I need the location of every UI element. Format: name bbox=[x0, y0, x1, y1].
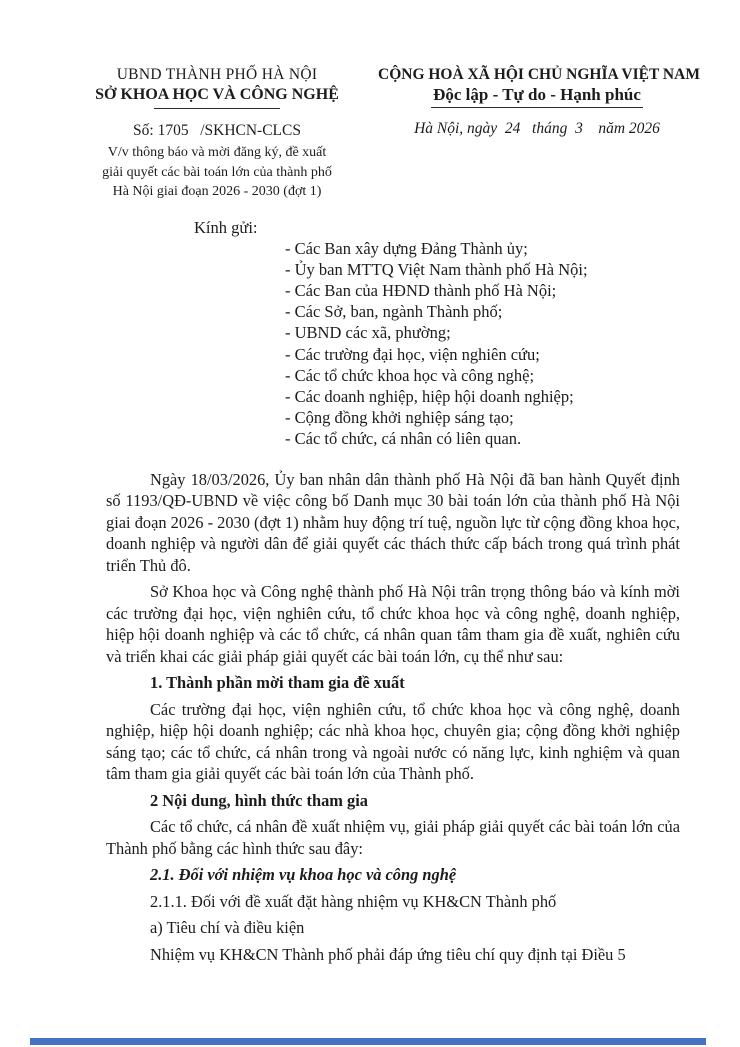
recipient-item: - Các Ban của HĐND thành phố Hà Nội; bbox=[285, 280, 557, 300]
doc-subject-line: Hà Nội giai đoạn 2026 - 2030 (đợt 1) bbox=[112, 184, 322, 199]
doc-number: Số: 1705 /SKHCN-CLCS bbox=[133, 122, 301, 139]
section-heading-1: 1. Thành phần mời tham gia đề xuất bbox=[150, 673, 405, 693]
recipient-item: - Các trường đại học, viện nghiên cứu; bbox=[285, 344, 540, 364]
country-title: CỘNG HOÀ XÃ HỘI CHỦ NGHĨA VIỆT NAM bbox=[378, 66, 700, 83]
item-a-line: a) Tiêu chí và điều kiện bbox=[150, 918, 305, 938]
recipient-item: - Các Sở, ban, ngành Thành phố; bbox=[285, 302, 503, 322]
section-heading-2: 2 Nội dung, hình thức tham gia bbox=[150, 790, 368, 810]
recipient-item: - Các doanh nghiệp, hiệp hội doanh nghiệp; bbox=[285, 386, 574, 406]
national-motto: Độc lập - Tự do - Hạnh phúc bbox=[431, 85, 643, 108]
place-and-date: Hà Nội, ngày 24 tháng 3 năm 2026 bbox=[414, 120, 660, 137]
paragraph: Sở Khoa học và Công nghệ thành phố Hà Nội trân trọng thông báo và kính mời các trường đại học, viện nghiên cứu, tổ chức khoa học và công nghệ, doanh nghiệp, hiệp hội doanh nghiệp và các tổ chức, cá nhân quan tâm tham gia đề xuất, nghiên cứu và triển khai các giải pháp giải quyết các bài toán lớn, cụ thể như sau: bbox=[106, 582, 680, 666]
recipient-item: - Các tổ chức, cá nhân có liên quan. bbox=[285, 429, 522, 449]
doc-subject bbox=[56, 143, 378, 202]
doc-subject-line: V/v thông báo và mời đăng ký, đề xuất bbox=[107, 145, 327, 160]
recipient-list bbox=[285, 238, 740, 450]
recipient-item: - Các tổ chức khoa học và công nghệ; bbox=[285, 365, 535, 385]
paragraph: Nhiệm vụ KH&CN Thành phố phải đáp ứng tiêu chí quy định tại Điều 5 bbox=[150, 944, 626, 964]
org-name: SỞ KHOA HỌC VÀ CÔNG NGHỆ bbox=[95, 86, 339, 103]
recipient-item: - Ủy ban MTTQ Việt Nam thành phố Hà Nội; bbox=[285, 259, 588, 279]
subsection-line-2-1-1: 2.1.1. Đối với đề xuất đặt hàng nhiệm vụ KH&CN Thành phố bbox=[150, 891, 557, 911]
paragraph: Các tổ chức, cá nhân đề xuất nhiệm vụ, giải pháp giải quyết các bài toán lớn của Thành phố bằng các hình thức sau đây: bbox=[106, 817, 680, 858]
org-parent-name: UBND THÀNH PHỐ HÀ NỘI bbox=[116, 66, 318, 83]
salutation-block bbox=[194, 218, 740, 450]
issuing-org-block bbox=[56, 66, 378, 202]
document-header bbox=[0, 0, 740, 202]
recipient-item: - UBND các xã, phường; bbox=[285, 323, 451, 343]
recipient-item: - Cộng đồng khởi nghiệp sáng tạo; bbox=[285, 408, 514, 428]
bottom-blue-bar bbox=[30, 1038, 706, 1045]
salutation-label: Kính gửi: bbox=[194, 217, 258, 237]
subsection-heading-2-1: 2.1. Đối với nhiệm vụ khoa học và công nghệ bbox=[150, 865, 457, 885]
paragraph: Ngày 18/03/2026, Ủy ban nhân dân thành phố Hà Nội đã ban hành Quyết định số 1193/QĐ-UBND về việc công bố Danh mục 30 bài toán lớn của thành phố Hà Nội giai đoạn 2026 - 2030 (đợt 1) nhằm huy động trí tuệ, nguồn lực từ cộng đồng khoa học, doanh nghiệp và người dân để giải quyết các thách thức cấp bách trong quá trình phát triển Thủ đô. bbox=[106, 469, 680, 575]
org-underline bbox=[154, 108, 280, 109]
paragraph: Các trường đại học, viện nghiên cứu, tổ chức khoa học và công nghệ, doanh nghiệp, hiệp hội doanh nghiệp; các nhà khoa học, chuyên gia; cộng đồng khởi nghiệp sáng tạo; các tổ chức, cá nhân trong và ngoài nước có năng lực, kinh nghiệm và quan tâm tham gia giải quyết các bài toán lớn của Thành phố. bbox=[106, 699, 680, 784]
national-header-block bbox=[378, 66, 700, 202]
doc-subject-line: giải quyết các bài toán lớn của thành phố bbox=[102, 164, 332, 180]
recipient-item: - Các Ban xây dựng Đảng Thành ủy; bbox=[285, 238, 528, 258]
document-body bbox=[106, 469, 680, 966]
